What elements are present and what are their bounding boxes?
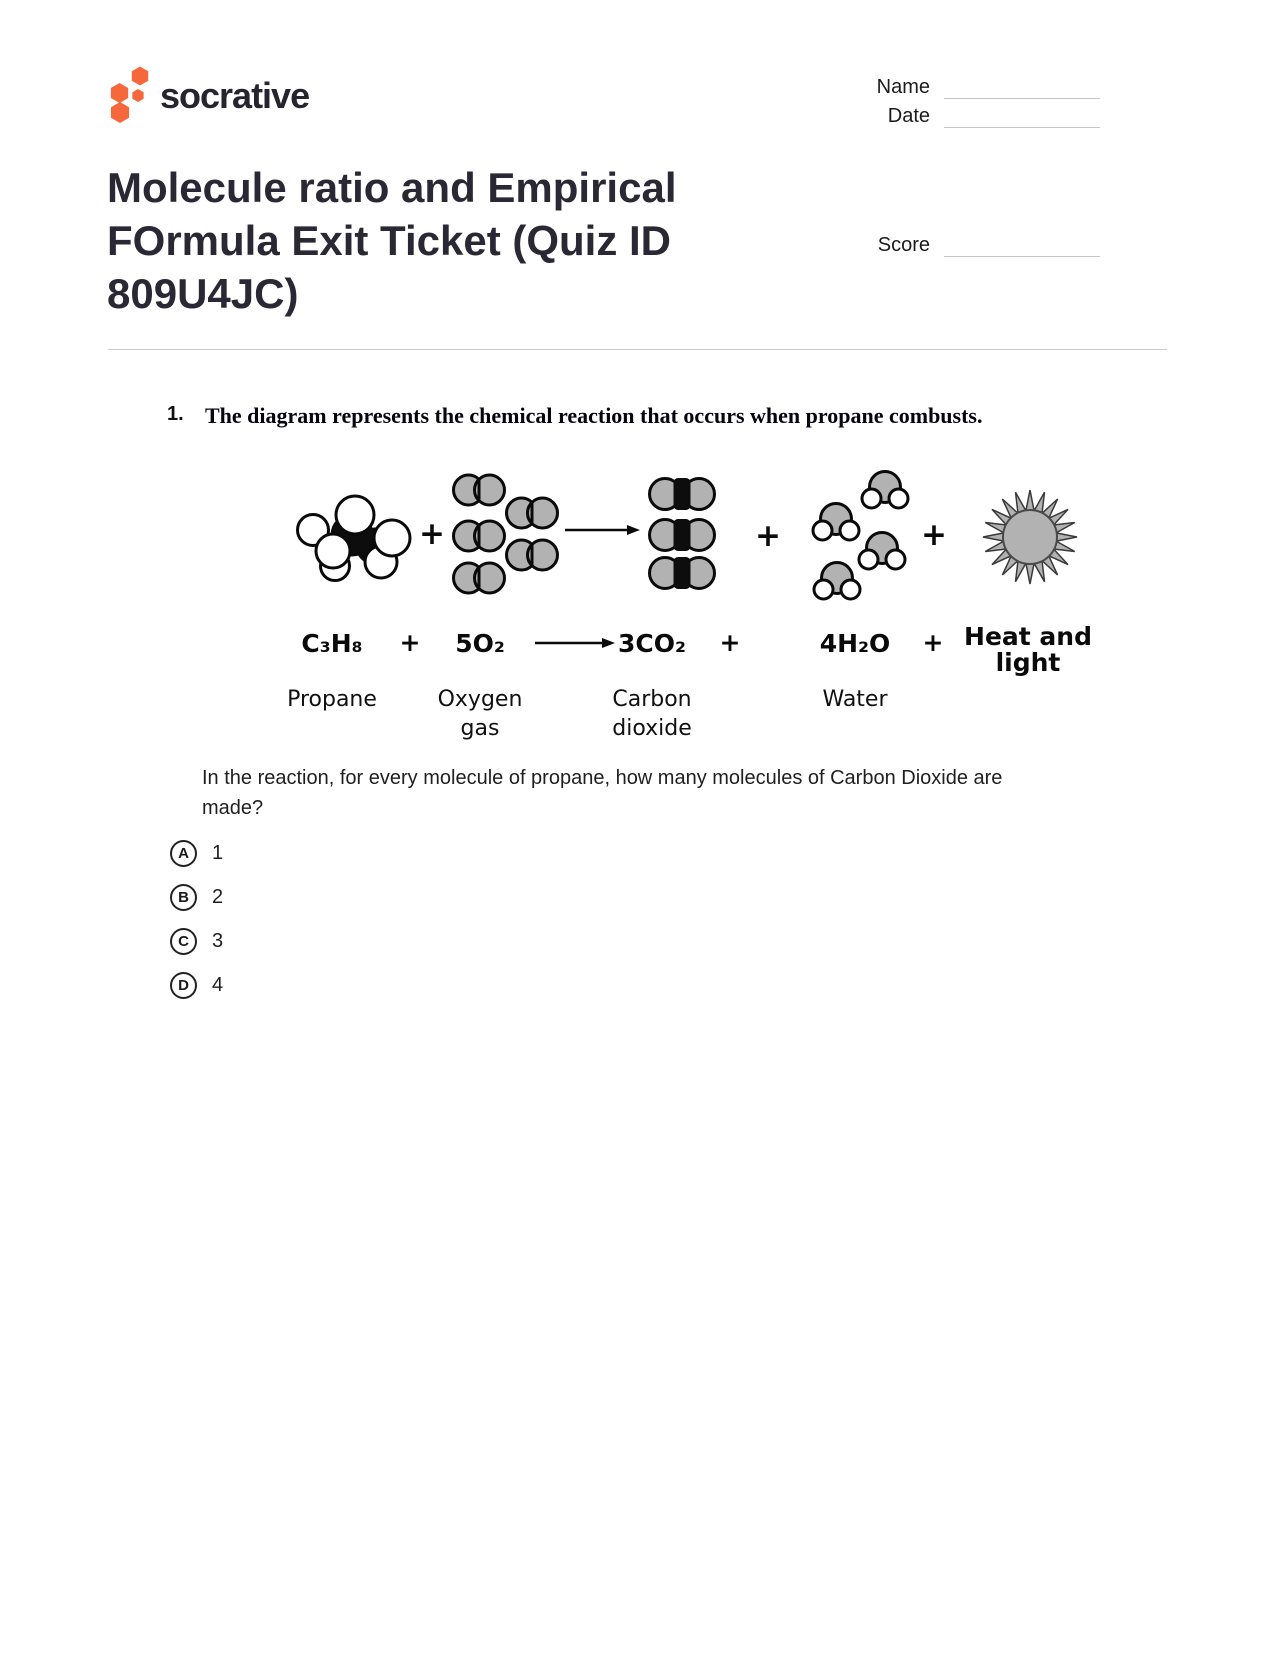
score-field: [855, 234, 1100, 257]
socrative-hexagons-icon: [103, 64, 153, 126]
option-a-value: 1: [212, 841, 224, 864]
date-field: [855, 105, 1100, 128]
label-propane: Propane: [287, 687, 377, 712]
equation-carbon-dioxide: 3CO₂: [618, 629, 686, 658]
equation-arrow-icon: [535, 638, 615, 648]
propane-molecule: [298, 496, 411, 581]
equation-propane: C₃H₈: [301, 629, 363, 658]
combustion-reaction-diagram: [270, 425, 1100, 740]
equation-water: 4H₂O: [819, 629, 891, 658]
date-label: Date: [887, 105, 930, 127]
equation-oxygen: 5O₂: [455, 629, 505, 658]
option-b: [170, 883, 223, 911]
reaction-arrow-icon: [565, 525, 640, 535]
brand-name: socrative: [160, 75, 310, 116]
label-oxygen: Oxygen: [437, 687, 523, 712]
question-prompt: The diagram represents the chemical reaction that occurs when propane combusts.: [205, 403, 983, 428]
equation-energy-line2: light: [995, 648, 1061, 677]
header-divider: [108, 349, 1167, 350]
option-d: [170, 971, 223, 999]
socrative-logo: [103, 64, 309, 126]
equation-energy-line1: Heat and: [964, 622, 1092, 651]
plus-sign: +: [419, 516, 445, 552]
oxygen-molecules: [454, 475, 558, 593]
option-d-bubble: D: [170, 972, 197, 999]
label-carbon: Carbon: [612, 687, 692, 712]
option-c: [170, 927, 223, 955]
quiz-title: Molecule ratio and Empirical FOrmula Exit Ticket (Quiz ID 809U4JC): [107, 164, 677, 317]
question-body: In the reaction, for every molecule of propane, how many molecules of Carbon Dioxide are made?: [202, 767, 1003, 819]
water-molecules: [813, 472, 908, 600]
score-label: Score: [877, 234, 930, 256]
question-number: 1.: [167, 403, 184, 425]
option-d-value: 4: [212, 973, 224, 996]
plus-sign: +: [719, 628, 741, 657]
carbon-dioxide-molecules: [650, 479, 715, 589]
option-a-bubble: A: [170, 840, 197, 867]
plus-sign: +: [922, 628, 944, 657]
option-a: [170, 839, 223, 867]
option-b-value: 2: [212, 885, 224, 908]
heat-light-sun-icon: [983, 490, 1077, 584]
name-blank-line: [944, 79, 1100, 99]
option-c-bubble: C: [170, 928, 197, 955]
label-water: Water: [822, 687, 888, 712]
plus-sign: +: [399, 628, 421, 657]
option-b-bubble: B: [170, 884, 197, 911]
label-gas: gas: [460, 716, 500, 740]
answer-options: [170, 839, 223, 1015]
plus-sign: +: [755, 518, 781, 554]
name-label: Name: [876, 76, 930, 98]
label-dioxide: dioxide: [612, 716, 692, 740]
date-blank-line: [944, 108, 1100, 128]
plus-sign: +: [921, 517, 947, 553]
name-field: [855, 76, 1100, 99]
score-blank-line: [944, 237, 1100, 257]
option-c-value: 3: [212, 929, 224, 952]
